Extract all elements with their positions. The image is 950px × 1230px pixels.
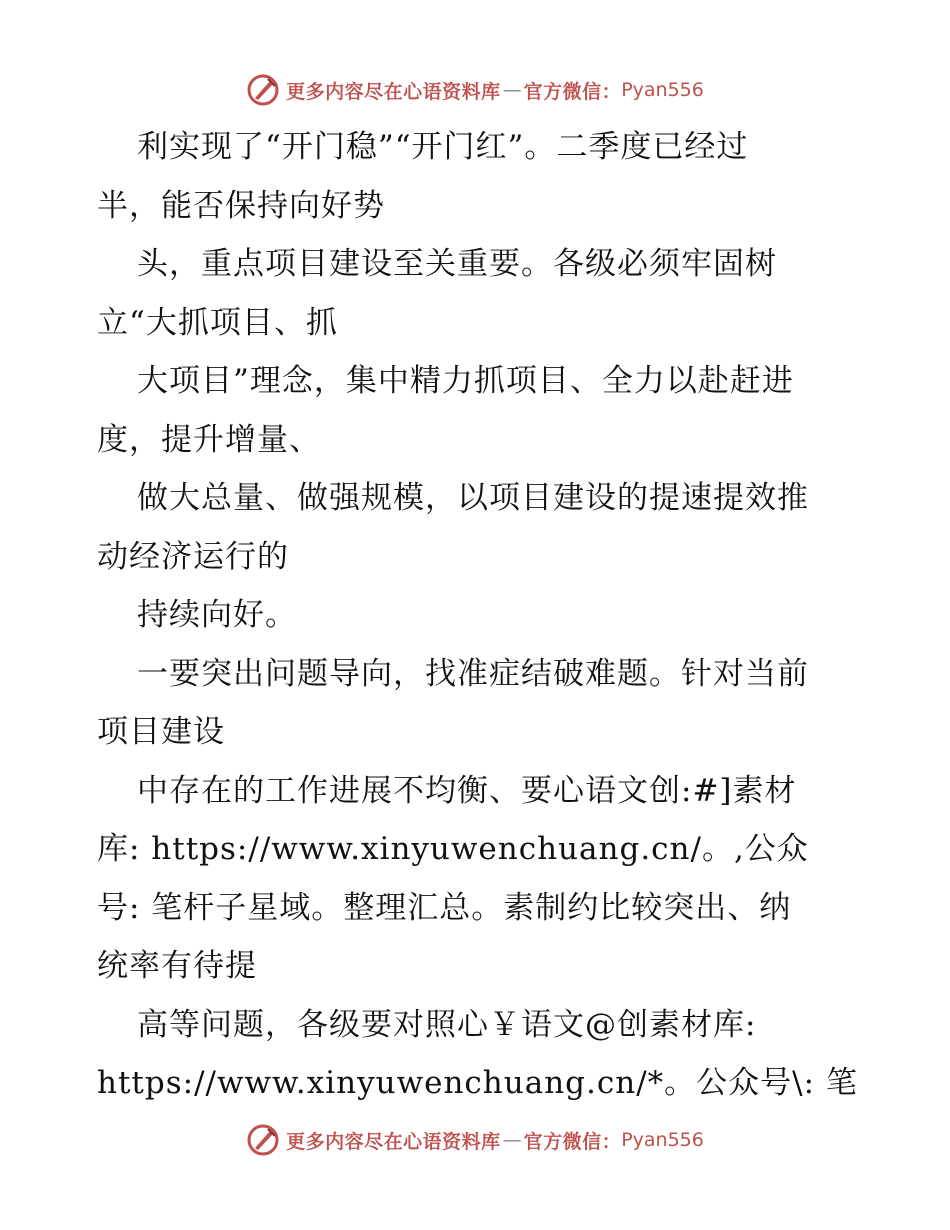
- watermark-main-text: 更多内容尽在心语资料库: [286, 1130, 501, 1153]
- body-line: 利实现了“开门稳”“开门红”。二季度已经过: [137, 129, 749, 165]
- body-line: https://www.xinyuwenchuang.cn/*。公众号\: 笔: [97, 1065, 858, 1101]
- body-line: 统率有待提: [97, 948, 257, 984]
- body-line: 一要突出问题导向，找准症结破难题。针对当前: [137, 655, 809, 692]
- quill-pen-logo-icon: [246, 1123, 280, 1157]
- quill-pen-logo-icon: [246, 73, 280, 107]
- document-body: [97, 118, 857, 1113]
- watermark-dash: —: [502, 1129, 522, 1151]
- body-line: 半，能否保持向好势: [97, 187, 385, 224]
- header-watermark: [0, 70, 950, 110]
- body-line: 大项目”理念，集中精力抓项目、全力以赴赶进: [137, 363, 794, 399]
- watermark-main-text: 更多内容尽在心语资料库: [286, 80, 501, 103]
- body-line: 高等问题，各级要对照心￥语文@创素材库:: [137, 1006, 757, 1043]
- body-line: 头，重点项目建设至关重要。各级必须牢固树: [137, 246, 777, 282]
- body-line: 做大总量、做强规模，以项目建设的提速提效推: [137, 480, 809, 516]
- watermark-account-label: 官方微信：: [523, 1130, 622, 1153]
- watermark-account-label: 官方微信：: [523, 80, 622, 103]
- watermark-dash: —: [502, 79, 522, 101]
- body-line: 动经济运行的: [97, 538, 289, 575]
- body-line: 持续向好。: [137, 597, 297, 633]
- body-line: 立“大抓项目、抓: [97, 304, 338, 341]
- body-line: 度，提升增量、: [97, 421, 321, 458]
- body-line: 中存在的工作进展不均衡、要心语文创:#]素材: [137, 772, 797, 809]
- footer-watermark: [0, 1120, 950, 1160]
- body-line: 号: 笔杆子星域。整理汇总。素制约比较突出、纳: [97, 889, 792, 926]
- body-line: 库: https://www.xinyuwenchuang.cn/。,公众: [97, 831, 809, 867]
- watermark-account-id: Pyan556: [621, 79, 704, 101]
- watermark-account-id: Pyan556: [621, 1129, 704, 1151]
- body-line: 项目建设: [97, 714, 225, 750]
